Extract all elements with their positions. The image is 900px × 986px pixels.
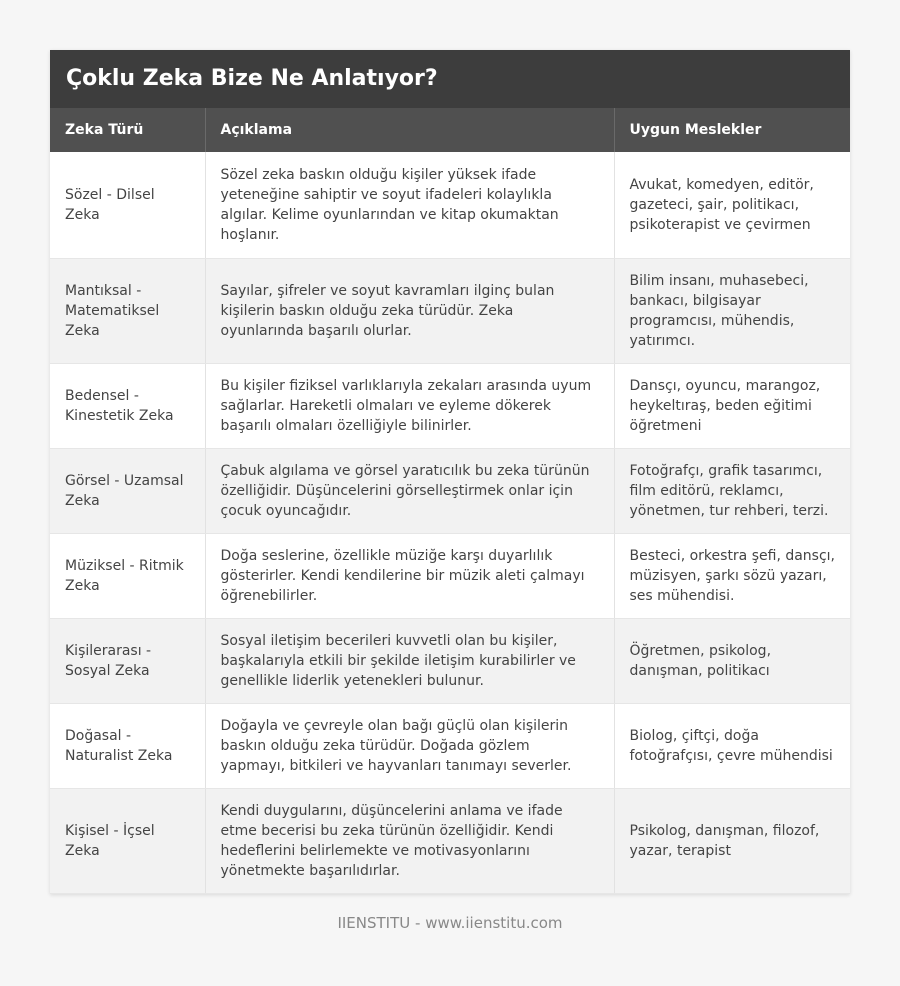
cell-careers: Bilim insanı, muhasebeci, bankacı, bilgisayar programcısı, mühendis, yatırımcı. — [614, 258, 850, 363]
page-title: Çoklu Zeka Bize Ne Anlatıyor? — [66, 66, 438, 91]
header-careers: Uygun Meslekler — [614, 108, 850, 152]
cell-careers: Biolog, çiftçi, doğa fotoğrafçısı, çevre mühendisi — [614, 703, 850, 788]
table-row — [50, 448, 850, 533]
content-card — [50, 50, 850, 894]
cell-description: Çabuk algılama ve görsel yaratıcılık bu zeka türünün özelliğidir. Düşüncelerini görselleştirmek onlar için çocuk oyuncağıdır. — [205, 448, 614, 533]
table-row — [50, 533, 850, 618]
cell-careers: Fotoğrafçı, grafik tasarımcı, film editörü, reklamcı, yönetmen, tur rehberi, terzi. — [614, 448, 850, 533]
header-description: Açıklama — [205, 108, 614, 152]
table-row — [50, 152, 850, 258]
cell-careers: Öğretmen, psikolog, danışman, politikacı — [614, 618, 850, 703]
cell-type: Bedensel - Kinestetik Zeka — [50, 363, 205, 448]
cell-type: Doğasal - Naturalist Zeka — [50, 703, 205, 788]
cell-description: Sosyal iletişim becerileri kuvvetli olan bu kişiler, başkalarıyla etkili bir şekilde iletişim kurabilirler ve genellikle liderlik yetenekleri bulunur. — [205, 618, 614, 703]
cell-description: Bu kişiler fiziksel varlıklarıyla zekaları arasında uyum sağlarlar. Hareketli olmaları ve eyleme dökerek başarılı olmaları özelliğiyle bilinirler. — [205, 363, 614, 448]
cell-type: Sözel - Dilsel Zeka — [50, 152, 205, 258]
table-row — [50, 788, 850, 893]
table-row — [50, 363, 850, 448]
footer-credit: IIENSTITU - www.iienstitu.com — [337, 914, 563, 932]
intelligence-table — [50, 108, 850, 894]
cell-careers: Psikolog, danışman, filozof, yazar, terapist — [614, 788, 850, 893]
cell-description: Sözel zeka baskın olduğu kişiler yüksek ifade yeteneğine sahiptir ve soyut ifadeleri kolaylıkla algılar. Kelime oyunlarından ve kitap okumaktan hoşlanır. — [205, 152, 614, 258]
cell-careers: Dansçı, oyuncu, marangoz, heykeltıraş, beden eğitimi öğretmeni — [614, 363, 850, 448]
cell-type: Görsel - Uzamsal Zeka — [50, 448, 205, 533]
cell-careers: Besteci, orkestra şefi, dansçı, müzisyen, şarkı sözü yazarı, ses mühendisi. — [614, 533, 850, 618]
table-row — [50, 258, 850, 363]
cell-type: Mantıksal - Matematiksel Zeka — [50, 258, 205, 363]
table-header-row — [50, 108, 850, 152]
cell-description: Sayılar, şifreler ve soyut kavramları ilginç bulan kişilerin baskın olduğu zeka türüdür. Zeka oyunlarında başarılı olurlar. — [205, 258, 614, 363]
cell-description: Doğa seslerine, özellikle müziğe karşı duyarlılık gösterirler. Kendi kendilerine bir müzik aleti çalmayı öğrenebilirler. — [205, 533, 614, 618]
cell-description: Doğayla ve çevreyle olan bağı güçlü olan kişilerin baskın olduğu zeka türüdür. Doğada gözlem yapmayı, bitkileri ve hayvanları tanımayı severler. — [205, 703, 614, 788]
table-row — [50, 618, 850, 703]
header-type: Zeka Türü — [50, 108, 205, 152]
title-bar — [50, 50, 850, 108]
cell-type: Kişisel - İçsel Zeka — [50, 788, 205, 893]
cell-type: Müziksel - Ritmik Zeka — [50, 533, 205, 618]
cell-careers: Avukat, komedyen, editör, gazeteci, şair, politikacı, psikoterapist ve çevirmen — [614, 152, 850, 258]
table-row — [50, 703, 850, 788]
cell-description: Kendi duygularını, düşüncelerini anlama ve ifade etme becerisi bu zeka türünün özelliğidir. Kendi hedeflerini belirlemekte ve motivasyonlarını yönetmekte başarılıdırlar. — [205, 788, 614, 893]
cell-type: Kişilerarası - Sosyal Zeka — [50, 618, 205, 703]
